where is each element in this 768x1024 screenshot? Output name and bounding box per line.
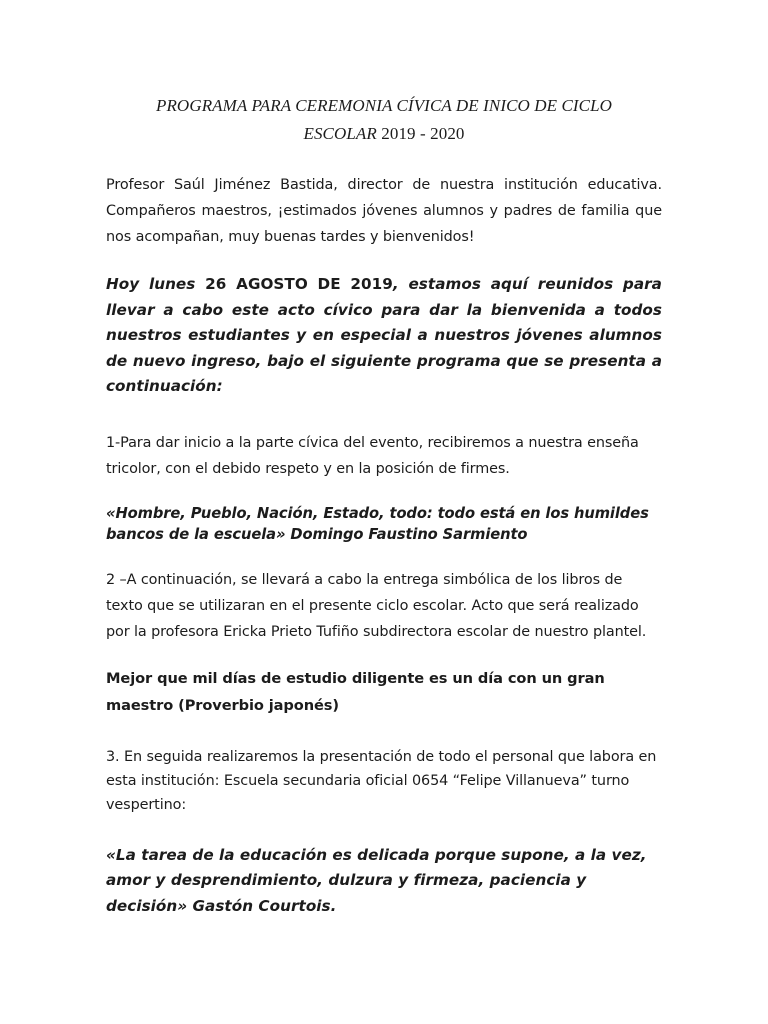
welcome-prefix: Hoy lunes [106,275,206,293]
welcome-rest: , estamos aquí reunidos para llevar a cabo este acto cívico para dar la bienvenida a todos nuestros estudiantes y en especial a nuestros jóvenes alumnos de nuevo ingreso, bajo el siguiente programa que se presenta a continuación: [106,275,662,395]
quote-proverbio: Mejor que mil días de estudio diligente es un día con un gran maestro (Proverbio japonés) [106,669,605,714]
quote-sarmiento: «Hombre, Pueblo, Nación, Estado, todo: todo está en los humildes bancos de la escuela» Domingo Faustino Sarmiento [106,504,649,543]
welcome-paragraph [106,272,662,400]
document-page [106,92,662,919]
document-title [106,92,662,148]
welcome-date: 26 AGOSTO DE 2019 [205,275,393,293]
program-item-3: 3. En seguida realizaremos la presentación de todo el personal que labora en esta institución: Escuela secundaria oficial 0654 “Felipe Villanueva” turno vespertino: [106,748,657,813]
program-item-2: 2 –A continuación, se llevará a cabo la entrega simbólica de los libros de texto que se utilizaran en el presente ciclo escolar. Acto que será realizado por la profesora Ericka Prieto Tufiño subdirectora escolar de nuestro plantel. [106,571,647,640]
title-years: 2019 - 2020 [376,124,465,143]
title-line2: ESCOLAR [303,124,377,143]
program-item-1: 1-Para dar inicio a la parte cívica del evento, recibiremos a nuestra enseña tricolor, con el debido respeto y en la posición de firmes. [106,434,639,477]
intro-paragraph: Profesor Saúl Jiménez Bastida, director de nuestra institución educativa. Compañeros maestros, ¡estimados jóvenes alumnos y padres de familia que nos acompañan, muy buenas tardes y bienvenidos! [106,177,662,245]
title-line1: PROGRAMA PARA CEREMONIA CÍVICA DE INICO DE CICLO [155,96,613,115]
quote-courtois: «La tarea de la educación es delicada porque supone, a la vez, amor y desprendimiento, dulzura y firmeza, paciencia y decisión» Gastón Courtois. [106,845,647,915]
